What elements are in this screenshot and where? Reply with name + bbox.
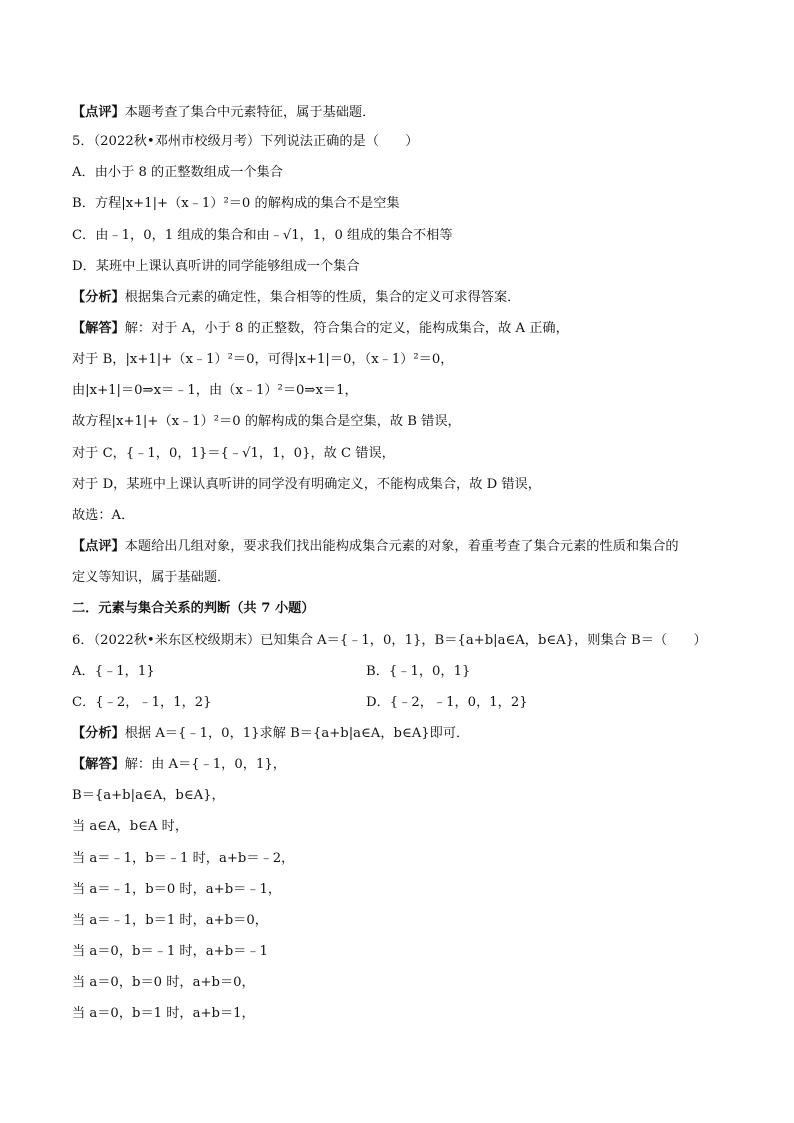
option-a: A．由小于 8 的正整数组成一个集合 [72,165,283,180]
option-b: B．方程|x+1|+（x﹣1）²＝0 的解构成的集合不是空集 [72,196,400,211]
solution-step: 对于 B，|x+1|+（x﹣1）²＝0，可得|x+1|＝0，（x﹣1）²＝0， [72,352,454,367]
solution-step: 故方程|x+1|+（x﹣1）²＝0 的解构成的集合是空集，故 B 错误， [72,414,461,429]
solution-step: 当 a＝﹣1，b＝1 时，a+b＝0， [72,913,268,928]
option-c: C．{﹣2，﹣1，1，2} [72,695,212,710]
question-6-stem: 6．（2022秋•米东区校级期末）已知集合 A＝{﹣1，0，1}，B＝{a+b|a∈A，b∈A}，则集合 B＝（ ） [72,633,707,648]
solution-step: 对于 C，{﹣1，0，1}＝{﹣√1，1，0}，故 C 错误， [72,446,395,461]
option-c: C．由﹣1，0，1 组成的集合和由﹣√1，1，0 组成的集合不相等 [72,228,453,243]
option-b: B．{﹣1，0，1} [366,664,471,679]
solution-step: 当 a＝0，b＝1 时，a+b＝1， [72,1006,255,1021]
option-d: D．某班中上课认真听讲的同学能够组成一个集合 [72,259,360,274]
analysis-tag: 【分析】 [72,290,125,305]
review-continuation: 定义等知识，属于基础题． [72,570,231,585]
solution-line: 【解答】解：对于 A，小于 8 的正整数，符合集合的定义，能构成集合，故 A 正确， [72,321,569,336]
solution-step: 当 a＝0，b＝0 时，a+b＝0， [72,975,255,990]
question-5-stem: 5．（2022秋•邓州市校级月考）下列说法正确的是（ ） [72,134,419,149]
answer-line: 故选：A． [72,508,135,523]
analysis-tag: 【分析】 [72,726,125,741]
review-tag: 【点评】 [72,539,125,554]
solution-step: 当 a∈A，b∈A 时， [72,819,189,834]
section-heading: 二．元素与集合关系的判断（共 7 小题） [72,601,315,616]
solution-tag: 【解答】 [72,757,125,772]
solution-line: 【解答】解：由 A＝{﹣1，0，1}， [72,757,286,772]
review-tag: 【点评】 [72,105,125,120]
solution-step: B＝{a+b|a∈A，b∈A}， [72,788,225,803]
solution-step: 当 a＝﹣1，b＝﹣1 时，a+b＝﹣2， [72,851,295,866]
solution-step: 对于 D，某班中上课认真听讲的同学没有明确定义，不能构成集合，故 D 错误， [72,477,541,492]
option-a: A．{﹣1，1} [72,664,155,679]
analysis-line: 【分析】根据 A＝{﹣1，0，1}求解 B＝{a+b|a∈A，b∈A}即可． [72,726,470,741]
review-line: 【点评】本题考查了集合中元素特征，属于基础题． [72,105,376,120]
review-line: 【点评】本题给出几组对象，要求我们找出能构成集合元素的对象，着重考查了集合元素的性质和集合的 [72,539,679,554]
solution-step: 当 a＝0，b＝﹣1 时，a+b＝﹣1 [72,944,268,959]
solution-tag: 【解答】 [72,321,125,336]
analysis-line: 【分析】根据集合元素的确定性，集合相等的性质，集合的定义可求得答案． [72,290,521,305]
solution-step: 由|x+1|＝0⇒x＝﹣1，由（x﹣1）²＝0⇒x＝1， [72,383,358,398]
option-d: D．{﹣2，﹣1，0，1，2} [366,695,528,710]
solution-step: 当 a＝﹣1，b＝0 时，a+b＝﹣1， [72,882,282,897]
